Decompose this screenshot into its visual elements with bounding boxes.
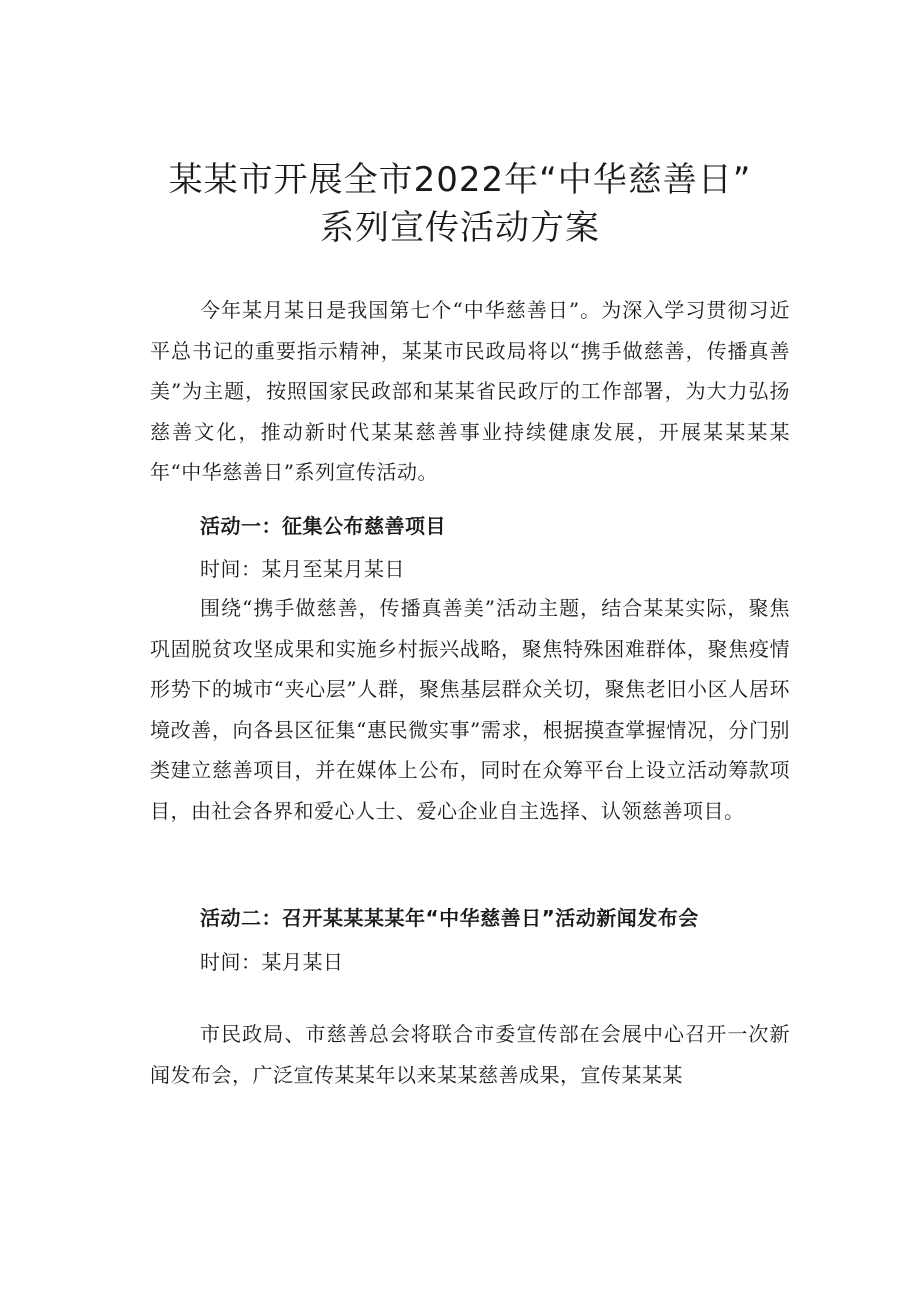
activity-2-heading: 活动二：召开某某某某年“中华慈善日”活动新闻发布会 — [200, 906, 699, 930]
activity-1-heading: 活动一：征集公布慈善项目 — [200, 514, 446, 538]
activity-2-time: 时间：某月某日 — [200, 950, 344, 974]
activity-1-body: 围绕“携手做慈善，传播真善美”活动主题，结合某某实际，聚焦巩固脱贫攻坚成果和实施乡村振兴战略，聚焦特殊困难群体，聚焦疫情形势下的城市“夹心层”人群，聚焦基层群众关切，聚焦老旧小区人居环境改善，向各县区征集“惠民微实事”需求，根据摸查掌握情况，分门别类建立慈善项目，并在媒体上公布，同时在众筹平台上设立活动筹款项目，由社会各界和爱心人士、爱心企业自主选择、认领慈善项目。 — [150, 596, 790, 823]
intro-paragraph: 今年某月某日是我国第七个“中华慈善日”。为深入学习贯彻习近平总书记的重要指示精神，某某市民政局将以“携手做慈善，传播真善美”为主题，按照国家民政部和某某省民政厅的工作部署，为大力弘扬慈善文化，推动新时代某某慈善事业持续健康发展，开展某某某某年“中华慈善日”系列宣传活动。 — [150, 298, 790, 485]
activity-2-body: 市民政局、市慈善总会将联合市委宣传部在会展中心召开一次新闻发布会，广泛宣传某某年以来某某慈善成果，宣传某某某 — [150, 1022, 790, 1087]
activity-1-time: 时间：某月至某月某日 — [200, 557, 405, 581]
document-title-line-1: 某某市开展全市2022年“中华慈善日” — [168, 160, 752, 200]
document-title-line-2: 系列宣传活动方案 — [320, 208, 600, 248]
